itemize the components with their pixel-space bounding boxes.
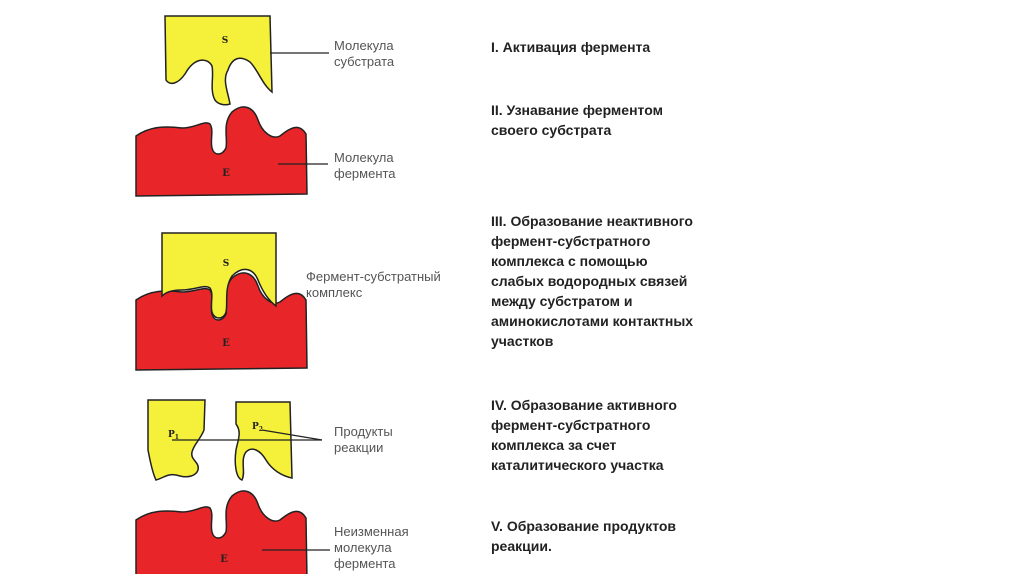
enzyme-letter: E — [222, 168, 230, 179]
product-2-letter: $P_2$ — [252, 422, 263, 433]
unchanged-enzyme-letter: E — [220, 554, 228, 565]
step-2-recognition: II. Узнавание ферментом своего субстрата — [491, 102, 663, 138]
substrate-molecule-shape — [165, 16, 272, 105]
complex-substrate-letter: S — [222, 259, 230, 269]
product-2-shape — [235, 402, 292, 480]
step-1-activation: I. Активация фермента — [491, 39, 651, 55]
complex-enzyme-letter: E — [222, 338, 230, 349]
step-5-products: V. Образование продуктов реакции. — [491, 518, 677, 554]
substrate-letter: S — [221, 36, 229, 46]
callout-substrate: Молекула субстрата — [334, 38, 395, 69]
callout-enzyme: Молекула фермента — [334, 150, 396, 181]
callout-complex: Фермент-субстратный комплекс — [306, 269, 441, 300]
enzyme-molecule-shape — [136, 107, 307, 196]
step-3-inactive-complex: III. Образование неактивного фермент-субстратного комплекса с помощью слабых водородных связей между субстратом и аминокислотами контактных участков — [491, 213, 694, 349]
step-4-active-complex: IV. Образование активного фермент-субстратного комплекса за счет каталитического участка — [491, 397, 677, 473]
callout-products: Продукты реакции — [334, 424, 393, 455]
callout-unchanged-enzyme: Неизменная молекула фермента — [334, 524, 409, 571]
product-1-letter: $P_1$ — [168, 430, 179, 441]
